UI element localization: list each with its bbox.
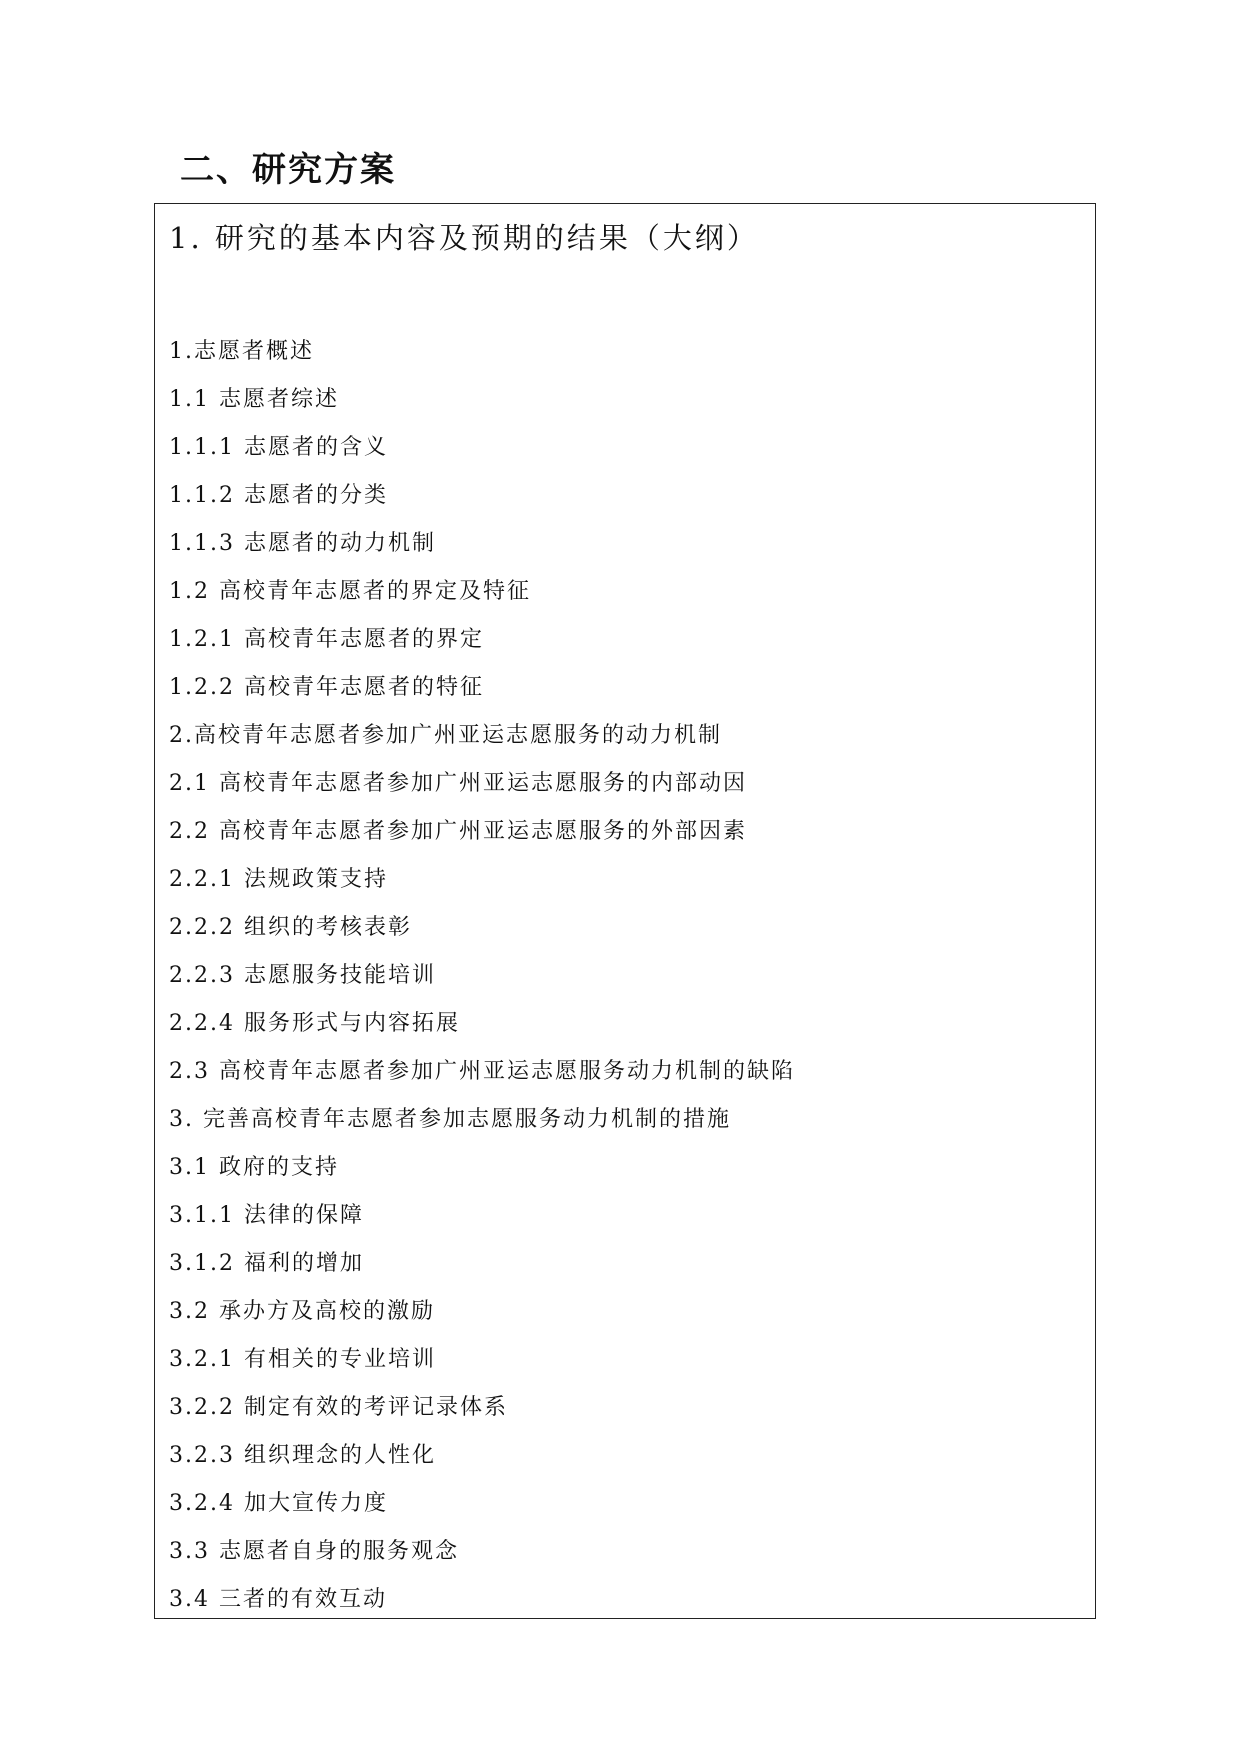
outline-item: 3.2.2 制定有效的考评记录体系 <box>169 1395 508 1420</box>
outline-item: 1.2.1 高校青年志愿者的界定 <box>169 627 484 652</box>
outline-item: 3. 完善高校青年志愿者参加志愿服务动力机制的措施 <box>169 1107 731 1132</box>
outline-item: 1.1.3 志愿者的动力机制 <box>169 531 436 556</box>
outline-item: 2.2.2 组织的考核表彰 <box>169 915 412 940</box>
outline-item: 2.2.4 服务形式与内容拓展 <box>169 1011 460 1036</box>
outline-box <box>154 203 1096 1619</box>
outline-item: 1.2 高校青年志愿者的界定及特征 <box>169 579 531 604</box>
outline-item: 3.1.1 法律的保障 <box>169 1203 364 1228</box>
box-heading: 1. 研究的基本内容及预期的结果（大纲） <box>169 221 759 255</box>
outline-item: 1.1 志愿者综述 <box>169 387 339 412</box>
outline-item: 3.3 志愿者自身的服务观念 <box>169 1539 459 1564</box>
outline-item: 3.2.4 加大宣传力度 <box>169 1491 388 1516</box>
outline-item: 3.1 政府的支持 <box>169 1155 339 1180</box>
outline-item: 3.2 承办方及高校的激励 <box>169 1299 435 1324</box>
outline-list <box>169 328 795 1624</box>
outline-item: 2.2.1 法规政策支持 <box>169 867 388 892</box>
outline-item: 3.4 三者的有效互动 <box>169 1587 387 1612</box>
outline-item: 2.2 高校青年志愿者参加广州亚运志愿服务的外部因素 <box>169 819 747 844</box>
outline-item: 3.2.1 有相关的专业培训 <box>169 1347 436 1372</box>
outline-item: 1.2.2 高校青年志愿者的特征 <box>169 675 484 700</box>
outline-item: 2.高校青年志愿者参加广州亚运志愿服务的动力机制 <box>169 723 722 748</box>
outline-item: 3.2.3 组织理念的人性化 <box>169 1443 436 1468</box>
outline-item: 1.1.1 志愿者的含义 <box>169 435 388 460</box>
outline-item: 2.3 高校青年志愿者参加广州亚运志愿服务动力机制的缺陷 <box>169 1059 795 1084</box>
outline-item: 2.2.3 志愿服务技能培训 <box>169 963 436 988</box>
outline-item: 2.1 高校青年志愿者参加广州亚运志愿服务的内部动因 <box>169 771 747 796</box>
outline-item: 3.1.2 福利的增加 <box>169 1251 364 1276</box>
outline-item: 1.1.2 志愿者的分类 <box>169 483 388 508</box>
outline-item: 1.志愿者概述 <box>169 339 314 364</box>
section-title: 二、研究方案 <box>180 150 396 190</box>
